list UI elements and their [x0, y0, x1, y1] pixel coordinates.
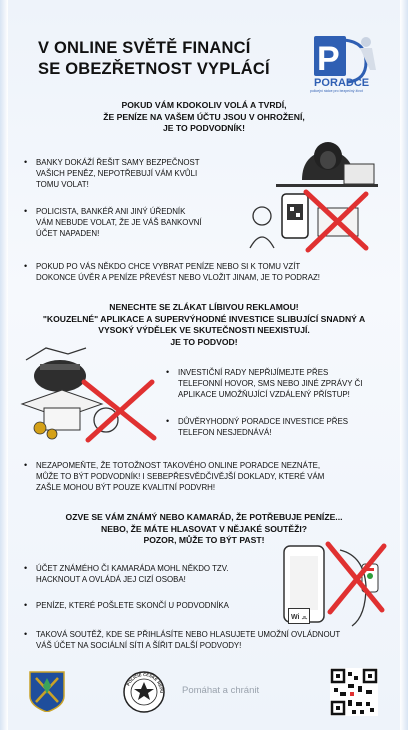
section2-bullet-1: • INVESTIČNÍ RADY NEPŘIJÍMEJTE PŘES TELEFONNÍ HOVOR, SMS NEBO JINÉ ZPRÁVY ČI APLIKACE UMOŽŇUJÍCÍ VZDÁLENÝ PŘÍSTUP!	[178, 367, 390, 401]
scam-call-illustration	[246, 186, 376, 262]
svg-text:POLICIE ČESKÉ REPUBLIKY: POLICIE ČESKÉ REPU	[125, 671, 165, 694]
coin-icon	[34, 422, 46, 434]
section2-bullet-2: • DŮVĚRYHODNÝ PORADCE INVESTICE PŘES TELEFON NESJEDNÁVÁ!	[178, 416, 390, 438]
svg-text:RADCE: RADCE	[330, 77, 370, 89]
section1-heading: POKUD VÁM KDOKOLIV VOLÁ A TVRDÍ, ŽE PENÍZE NA VAŠEM ÚČTU JSOU V OHROŽENÍ, JE TO PODVODNÍK!	[103, 100, 305, 133]
svg-text:P: P	[317, 40, 340, 78]
police-unit-emblem	[28, 670, 66, 712]
svg-text:PO: PO	[314, 77, 330, 89]
poster-title: V ONLINE SVĚTĚ FINANCÍ SE OBEZŘETNOST VYPLÁCÍ	[38, 39, 270, 78]
section1-bullet-1: • BANKY DOKÁŽÍ ŘEŠIT SAMY BEZPEČNOST VAŠICH PENĚZ, NEPOTŘEBUJÍ VÁM KVŮLI TOMU VOLAT!	[36, 157, 256, 191]
qr-code-icon	[287, 204, 303, 220]
investment-scam-illustration	[14, 342, 162, 444]
poradce-logo	[300, 30, 384, 94]
section2-bullet-3: • NEZAPOMEŇTE, ŽE TOTOŽNOST TAKOVÉHO ONLINE PORADCE NEZNÁTE, MŮŽE TO BÝT PODVODNÍK! I SEBEPŘESVĚDČIVĚJŠÍ DOKLADY, KTERÉ VÁM ZAŠLE MOHOU BÝT POUZE KVALITNÍ PODVRH!	[36, 460, 392, 494]
red-cross-icon	[84, 382, 154, 440]
section1-bullet-2: • POLICISTA, BANKÉŘ ANI JINÝ ÚŘEDNÍK VÁM NEBUDE VOLAT, ŽE JE VÁŠ BANKOVNÍ ÚČET NAPADEN!	[36, 206, 246, 240]
section1-bullet-3: • POKUD PO VÁS NĚKDO CHCE VYBRAT PENÍZE NEBO SI K TOMU VZÍT DOKONCE ÚVĚR A PENÍZE PŘEVÉST NEBO VLOŽIT JINAM, JE TO PODRAZ!	[36, 261, 386, 283]
hacker-illustration	[272, 134, 382, 190]
section3-bullet-1: • ÚČET ZNÁMÉHO ČI KAMARÁDA MOHL NĚKDO TZV. HACKNOUT A OVLÁDÁ JEJ CIZÍ OSOBA!	[36, 563, 286, 585]
qr-code[interactable]	[330, 668, 378, 716]
wifi-sign-icon	[288, 608, 310, 624]
svg-text:policejní rádce pro bezpečný ž: policejní rádce pro bezpečný život	[310, 89, 363, 93]
section3-heading: OZVE SE VÁM ZNÁMÝ NEBO KAMARÁD, ŽE POTŘEBUJE PENÍZE... NEBO, ŽE MÁTE HLASOVAT V NĚJAKÉ SOUTĚŽI? POZOR, MŮŽE TO BÝT PAST!	[65, 512, 343, 545]
police-seal	[122, 670, 166, 714]
svg-text:Wi: Wi	[291, 614, 300, 621]
laptop-icon	[44, 408, 80, 430]
section3-bullet-2: • PENÍZE, KTERÉ POŠLETE SKONČÍ U PODVODNÍKA	[36, 600, 286, 611]
section2-heading: NENECHTE SE ZLÁKAT LÍBIVOU REKLAMOU! "KOUZELNÉ" APLIKACE A SUPERVÝHODNÉ INVESTICE SLIBUJÍCÍ SNADNÝ A VYSOKÝ VÝDĚLEK VE SKUTEČNOSTI NEEXISTUJÍ. JE TO PODVOD!	[42, 302, 366, 347]
footer-slogan: Pomáhat a chránit	[182, 685, 260, 696]
section3-bullet-3: • TAKOVÁ SOUTĚŽ, KDE SE PŘIHLÁSÍTE NEBO HLASUJETE UMOŽNÍ OVLÁDNOUT VÁŠ ÚČET NA SOCIÁLNÍ SÍTI A ŠÍŘIT DALŠÍ PODVODY!	[36, 629, 392, 651]
